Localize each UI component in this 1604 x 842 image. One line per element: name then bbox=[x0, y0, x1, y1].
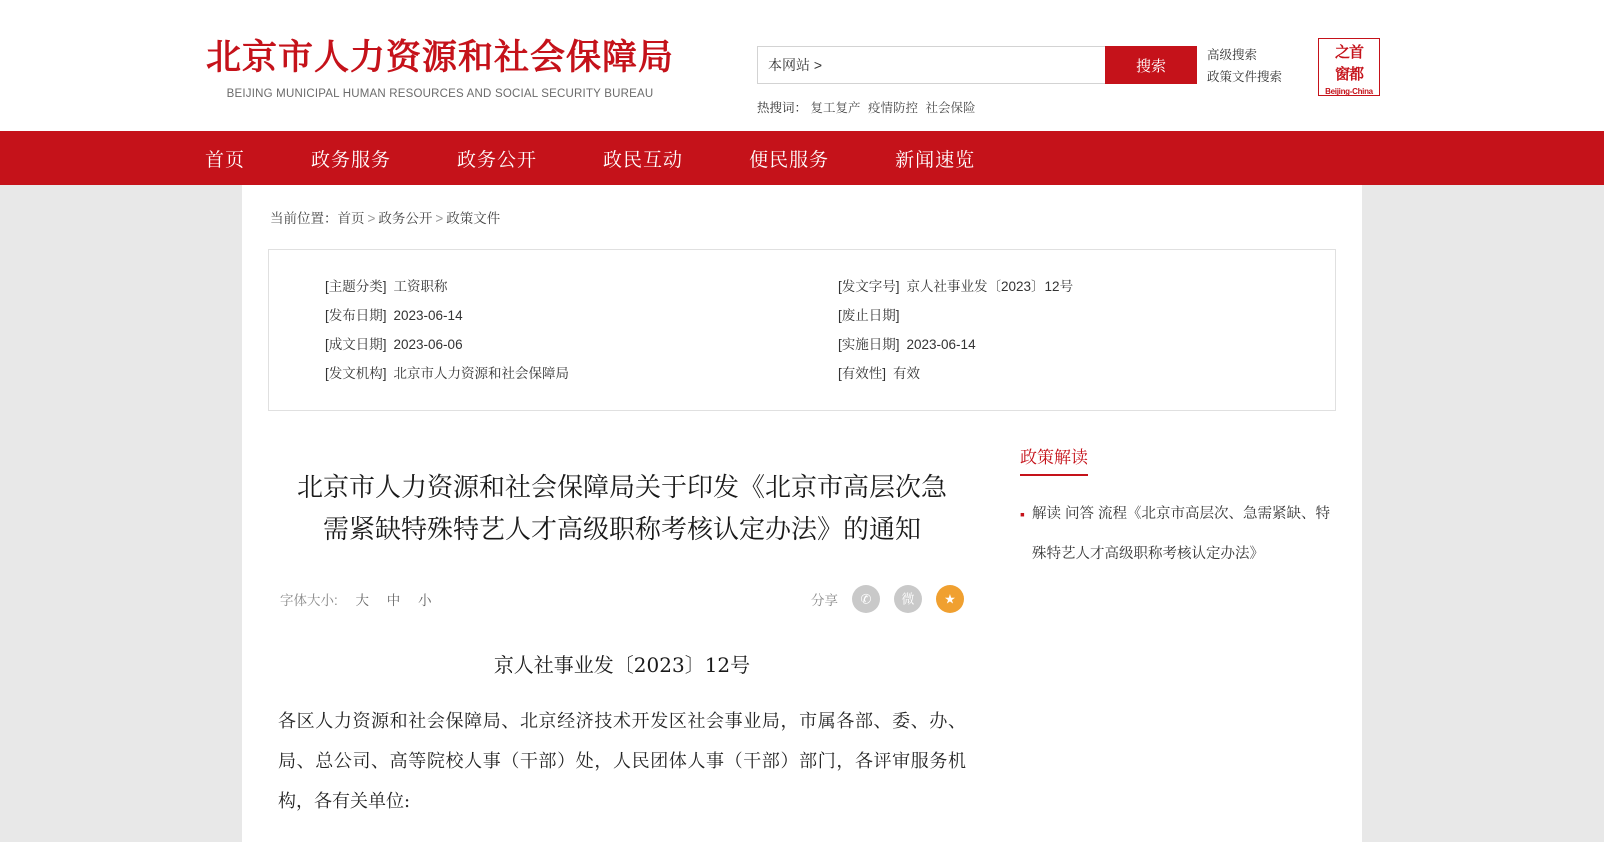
site-header bbox=[0, 0, 1604, 131]
site-logo-en: BEIJING MUNICIPAL HUMAN RESOURCES AND SOCIAL SECURITY BUREAU bbox=[226, 88, 654, 100]
meta-row-written-date bbox=[325, 330, 802, 359]
document-meta-box bbox=[268, 249, 1336, 411]
meta-key: [有效性] bbox=[838, 366, 887, 381]
hot-word-item[interactable]: 疫情防控 bbox=[868, 101, 919, 115]
search-row bbox=[757, 46, 1197, 84]
breadcrumb-prefix: 当前位置： bbox=[270, 211, 338, 226]
meta-key: [主题分类] bbox=[325, 279, 387, 294]
main-columns bbox=[242, 427, 1362, 822]
content-wrap bbox=[0, 185, 1604, 842]
meta-key: [实施日期] bbox=[838, 337, 900, 352]
meta-value: 北京市人力资源和社会保障局 bbox=[393, 366, 570, 381]
policy-search-link[interactable]: 政策文件搜索 bbox=[1207, 70, 1283, 84]
hot-words-label: 热搜词： bbox=[757, 101, 808, 115]
badge-en: Beijing-China bbox=[1325, 87, 1373, 96]
meta-key: [发文字号] bbox=[838, 279, 900, 294]
document-body-paragraph: 各区人力资源和社会保障局、北京经济技术开发区社会事业局，市属各部、委、办、局、总公司、高等院校人事（干部）处，人民团体人事（干部）部门，各评审服务机构，各有关单位: bbox=[278, 711, 966, 812]
page-title: 北京市人力资源和社会保障局关于印发《北京市高层次急需紧缺特殊特艺人才高级职称考核认定办法》的通知 bbox=[296, 473, 947, 545]
capital-window-badge[interactable] bbox=[1318, 38, 1380, 96]
font-size-large[interactable]: 大 bbox=[355, 593, 370, 608]
meta-row-publish-date bbox=[325, 301, 802, 330]
list-item-label: 解读 问答 流程《北京市高层次、急需紧缺、特殊特艺人才高级职称考核认定办法》 bbox=[1031, 506, 1331, 562]
meta-row-validity bbox=[838, 359, 1335, 388]
meta-row-doc-number bbox=[838, 272, 1335, 301]
meta-value: 有效 bbox=[893, 366, 921, 381]
breadcrumb-item-policy[interactable]: 政策文件 bbox=[446, 211, 501, 226]
meta-row-abolish-date bbox=[838, 301, 1335, 330]
meta-column-right bbox=[802, 272, 1335, 388]
nav-item-gov-service[interactable]: 政务服务 bbox=[311, 149, 392, 171]
meta-value: 京人社事业发〔2023〕12号 bbox=[906, 279, 1074, 294]
article-column bbox=[242, 427, 1002, 822]
wechat-icon[interactable]: ✆ bbox=[852, 585, 880, 613]
meta-key: [废止日期] bbox=[838, 308, 900, 323]
hot-word-item[interactable]: 社会保险 bbox=[925, 101, 976, 115]
breadcrumb-separator: > bbox=[367, 211, 376, 226]
meta-key: [发布日期] bbox=[325, 308, 387, 323]
list-item[interactable] bbox=[1020, 494, 1344, 574]
meta-value: 工资职称 bbox=[393, 279, 448, 294]
breadcrumb-separator: > bbox=[435, 211, 444, 226]
meta-row-effective-date bbox=[838, 330, 1335, 359]
meta-value: 2023-06-14 bbox=[393, 308, 463, 323]
hot-word-item[interactable]: 复工复产 bbox=[810, 101, 861, 115]
font-size-control bbox=[280, 589, 432, 609]
content-container bbox=[242, 185, 1362, 842]
nav-item-home[interactable]: 首页 bbox=[205, 149, 246, 171]
badge-cn-bottom: 窗都 bbox=[1334, 66, 1363, 83]
bullet-icon: ▪ bbox=[1020, 506, 1025, 522]
sidebar-column bbox=[1002, 427, 1362, 822]
share-control bbox=[811, 585, 964, 613]
search-button[interactable]: 搜索 bbox=[1105, 46, 1197, 84]
search-area bbox=[757, 46, 1197, 116]
badge-cn-top: 之首 bbox=[1334, 44, 1363, 61]
policy-interpretation-list bbox=[1020, 494, 1344, 574]
document-number: 京人社事业发〔2023〕12号 bbox=[493, 653, 751, 677]
font-size-small[interactable]: 小 bbox=[418, 593, 432, 608]
breadcrumb-item-disclosure[interactable]: 政务公开 bbox=[378, 211, 433, 226]
meta-value: 2023-06-14 bbox=[906, 337, 976, 352]
favorite-icon[interactable]: ★ bbox=[936, 585, 964, 613]
sidebar-title: 政策解读 bbox=[1020, 443, 1088, 476]
meta-row-topic bbox=[325, 272, 802, 301]
breadcrumb-item-home[interactable]: 首页 bbox=[337, 211, 365, 226]
meta-key: [发文机构] bbox=[325, 366, 387, 381]
font-size-label: 字体大小: bbox=[280, 593, 338, 608]
site-logo-cn: 北京市人力资源和社会保障局 bbox=[205, 38, 674, 77]
nav-item-interaction[interactable]: 政民互动 bbox=[603, 149, 684, 171]
weibo-icon[interactable]: 微 bbox=[894, 585, 922, 613]
meta-value: 2023-06-06 bbox=[393, 337, 463, 352]
meta-row-issuing-agency bbox=[325, 359, 802, 388]
nav-item-news[interactable]: 新闻速览 bbox=[895, 149, 976, 171]
nav-item-gov-disclosure[interactable]: 政务公开 bbox=[457, 149, 538, 171]
search-input[interactable] bbox=[757, 46, 1105, 84]
meta-column-left bbox=[269, 272, 802, 388]
hot-words-row bbox=[757, 98, 1197, 116]
article-toolbar bbox=[272, 585, 972, 613]
share-label: 分享 bbox=[811, 593, 838, 608]
header-links bbox=[1207, 44, 1282, 88]
meta-key: [成文日期] bbox=[325, 337, 387, 352]
advanced-search-link[interactable]: 高级搜索 bbox=[1207, 48, 1258, 62]
nav-item-public-service[interactable]: 便民服务 bbox=[749, 149, 830, 171]
site-logo[interactable] bbox=[205, 36, 675, 100]
font-size-medium[interactable]: 中 bbox=[386, 593, 401, 608]
breadcrumb bbox=[242, 185, 1362, 227]
main-nav bbox=[0, 131, 1604, 185]
